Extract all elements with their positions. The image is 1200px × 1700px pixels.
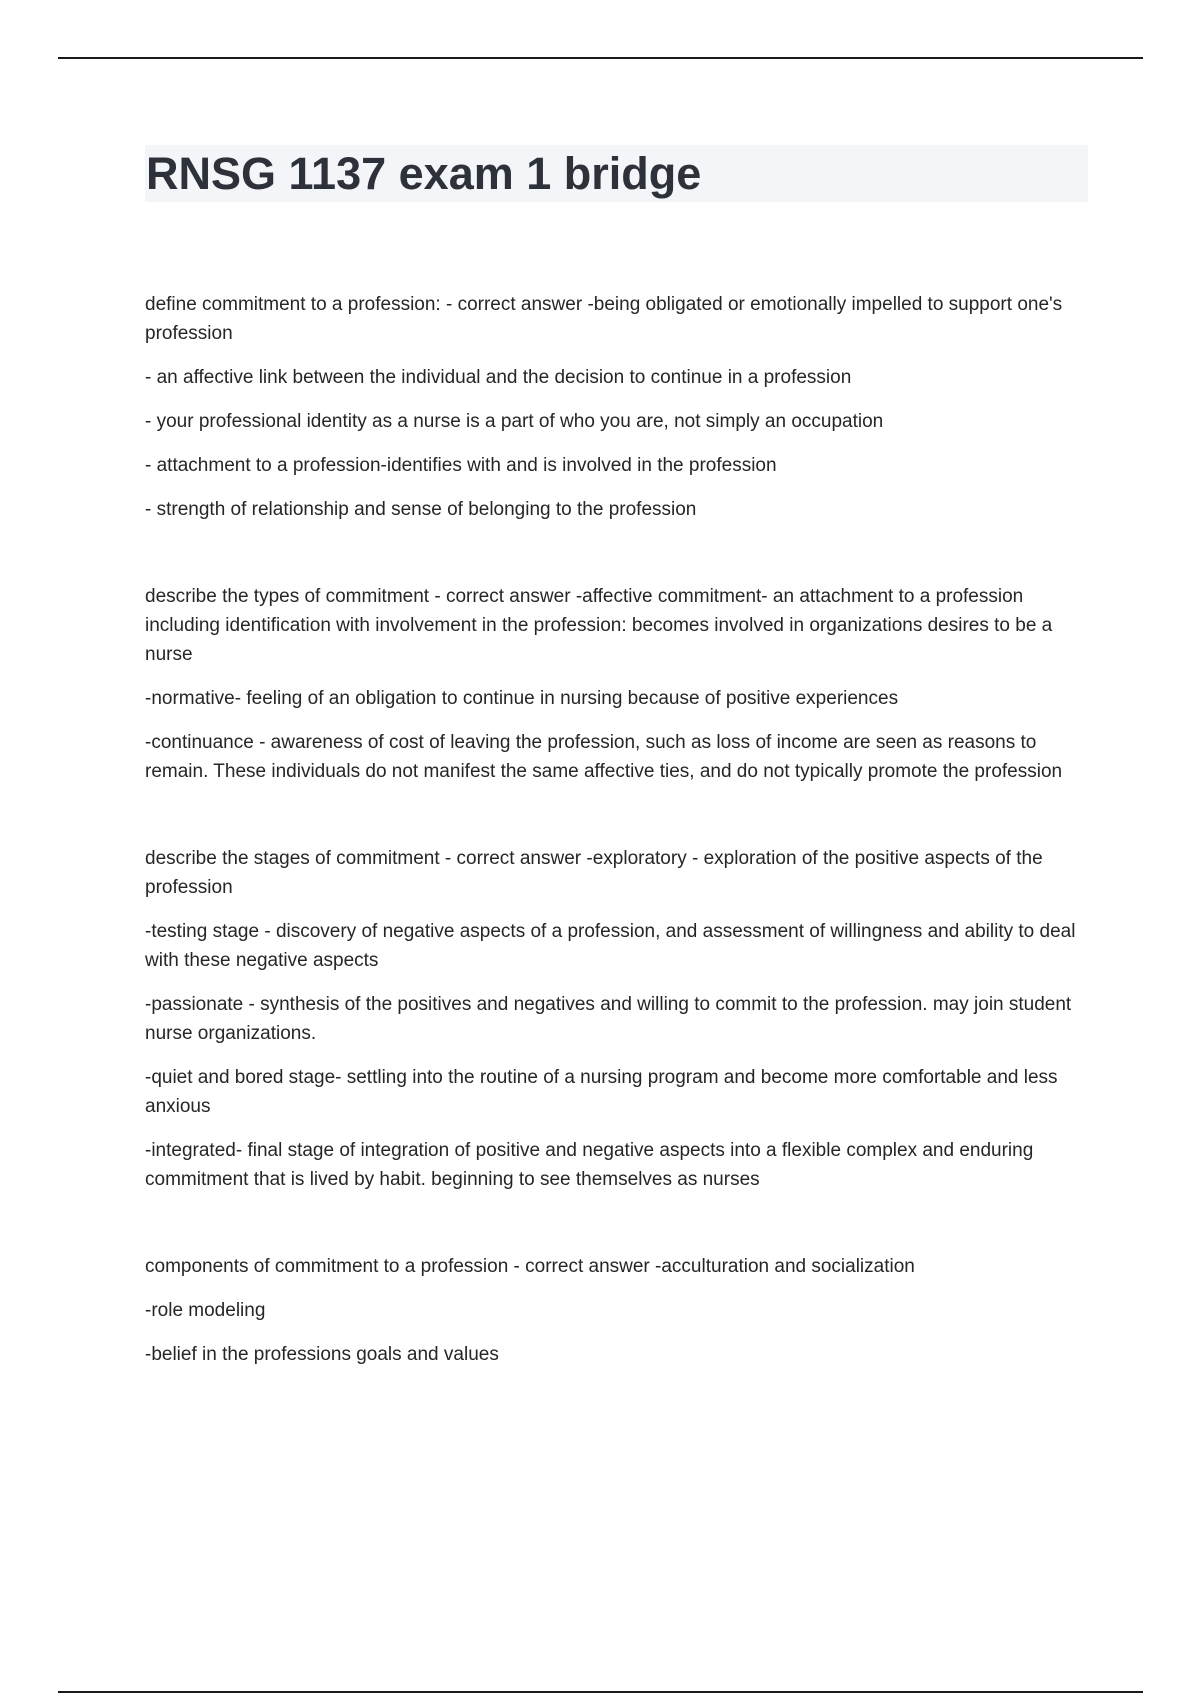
flashcard-line: -integrated- final stage of integration of positive and negative aspects into a flexible complex and enduring commitment that is lived by habit. beginning to see themselves as nurses — [145, 1140, 1034, 1190]
flashcard-line: -belief in the professions goals and values — [145, 1344, 499, 1365]
flashcard-line: define commitment to a profession: - correct answer -being obligated or emotionally impelled to support one's profession — [145, 294, 1063, 344]
flashcard-line: -role modeling — [145, 1300, 266, 1321]
flashcard-commitment-stages — [145, 844, 1090, 1194]
bottom-divider — [58, 1691, 1143, 1693]
flashcard-line: -quiet and bored stage- settling into the routine of a nursing program and become more comfortable and less anxious — [145, 1067, 1058, 1117]
flashcard-line: - an affective link between the individual and the decision to continue in a profession — [145, 367, 852, 388]
flashcard-line: describe the types of commitment - correct answer -affective commitment- an attachment to a profession including identification with involvement in the profession: becomes involved in organizations desires to be a nurse — [145, 586, 1053, 665]
flashcard-line: -passionate - synthesis of the positives and negatives and willing to commit to the profession. may join student nurse organizations. — [145, 994, 1072, 1044]
flashcard-line: describe the stages of commitment - correct answer -exploratory - exploration of the positive aspects of the profession — [145, 848, 1043, 898]
flashcard-line: -normative- feeling of an obligation to continue in nursing because of positive experiences — [145, 688, 899, 709]
page-title: RNSG 1137 exam 1 bridge — [146, 148, 702, 199]
flashcard-line: - attachment to a profession-identifies with and is involved in the profession — [145, 455, 777, 476]
flashcard-line: - strength of relationship and sense of belonging to the profession — [145, 499, 697, 520]
flashcard-line: - your professional identity as a nurse is a part of who you are, not simply an occupation — [145, 411, 884, 432]
flashcard-line: -testing stage - discovery of negative aspects of a profession, and assessment of willingness and ability to deal with these negative aspects — [145, 921, 1076, 971]
flashcard-commitment-components — [145, 1252, 1090, 1369]
flashcard-commitment-types — [145, 582, 1090, 786]
top-divider — [58, 57, 1143, 59]
flashcard-commitment-definition — [145, 290, 1090, 524]
flashcard-list — [145, 290, 1090, 1427]
flashcard-line: -continuance - awareness of cost of leaving the profession, such as loss of income are seen as reasons to remain. These individuals do not manifest the same affective ties, and do not typically promote the profession — [145, 732, 1063, 782]
flashcard-line: components of commitment to a profession - correct answer -acculturation and socialization — [145, 1256, 915, 1277]
